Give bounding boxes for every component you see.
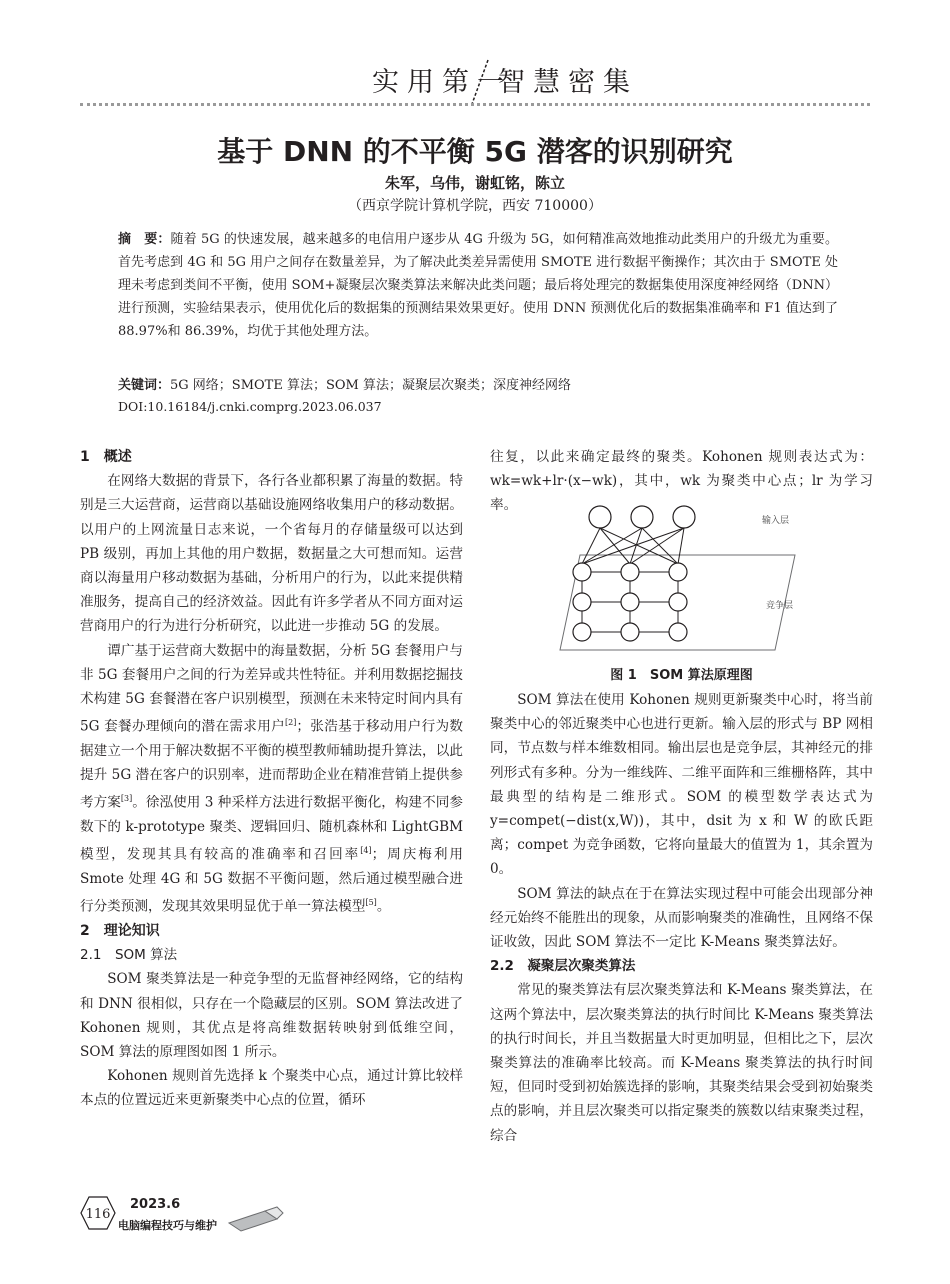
competition-node [669, 593, 687, 611]
section-2-1-heading: 2.1 SOM 算法 [80, 947, 178, 964]
doi: DOI:10.16184/j.cnki.comprg.2023.06.037 [118, 399, 382, 414]
left-para-1: 在网络大数据的背景下，各行各业都积累了海量的数据。特别是三大运营商，运营商以基础设施网络收集用户的移动数据。以用户的上网流量日志来说，一个省每月的存储量级可以达到 PB 级别，再加上其他的用户数据，数据量之大可想而知。运营商以海量用户移动数据为基础，分析用户的行为，以此来提供精准服务，提高自己的经济效益。因此有许多学者从不同方面对运营商用户的行为进行分析研究，以此进一步推动 5G 的发展。 [80, 473, 463, 635]
competition-node [621, 563, 639, 581]
section-2-heading: 2 理论知识 [80, 922, 160, 939]
paper-title: 基于 DNN 的不平衡 5G 潜客的识别研究 [217, 135, 733, 168]
competition-layer-label: 竞争层 [766, 601, 794, 611]
abstract-label: 摘 要： [118, 232, 171, 247]
input-layer-label: 输入层 [762, 516, 790, 526]
left-column [80, 445, 463, 1113]
abstract [118, 228, 838, 343]
keywords [118, 374, 838, 393]
banner-left-text: 实用第一 [372, 67, 512, 98]
left-para-2: 谭广基于运营商大数据中的海量数据，分析 5G 套餐用户与非 5G 套餐用户之间的行为差异或共性特征。并利用数据挖掘技术构建 5G 套餐潜在客户识别模型，预测在未来特定时间内具有 5G 套餐办理倾向的潜在需求用户[2]；张浩基于移动用户行为数据建立一个用于解决数据不平衡的模型教师辅助提升算法，以此提升 5G 潜在客户的识别率，进而帮助企业在精准营销上提供参考方案[3]。徐泓使用 3 种采样方法进行数据平衡化，构建不同参数下的 k-prototype 聚类、逻辑回归、随机森林和 LightGBM 模型，发现其具有较高的准确率和召回率[4]；周庆梅利用 Smote 处理 4G 和 5G 数据不平衡问题，然后通过模型融合进行分类预测，发现其效果明显优于单一算法模型[5]。 [80, 642, 464, 915]
paper-authors: 朱军，乌伟，谢虹铭，陈立 [384, 174, 565, 192]
som-diagram [550, 500, 850, 660]
section-2-2-heading: 2.2 凝聚层次聚类算法 [490, 958, 636, 975]
header-dotted-rule [80, 103, 870, 106]
left-para-4: Kohonen 规则首先选择 k 个聚类中心点，通过计算比较样本点的位置远近来更新聚类中心点的位置，循环 [80, 1068, 463, 1109]
competition-node [621, 593, 639, 611]
magazine-name: 电脑编程技巧与维护 [118, 1219, 217, 1232]
banner-slash-icon [466, 58, 496, 108]
right-column-bottom [490, 688, 873, 1148]
right-para-1: SOM 算法在使用 Kohonen 规则更新聚类中心时，将当前聚类中心的邻近聚类中心也进行更新。输入层的形式与 BP 网相同，节点数与样本维数相同。输出层也是竞争层，其神经元的排列形式有多种。分为一维线阵、二维平面阵和三维栅格阵，其中最典型的结构是二维形式。SOM 的模型数学表达式为 y=compet(−dist(x,W))，其中，dsit 为 x 和 W 的欧氏距离；compet 为竞争函数，它将向量最大的值置为 1，其余置为 0。 [490, 692, 873, 878]
competition-node [573, 593, 591, 611]
page-number-badge [80, 1195, 116, 1231]
keywords-text: 5G 网络；SMOTE 算法；SOM 算法；凝聚层次聚类；深度神经网络 [170, 378, 571, 393]
left-para-3: SOM 聚类算法是一种竞争型的无监督神经网络，它的结构和 DNN 很相似，只存在一个隐藏层的区别。SOM 算法改进了 Kohonen 规则，其优点是将高维数据转映射到低维空间，SOM 算法的原理图如图 1 所示。 [80, 971, 463, 1060]
right-para-2: SOM 算法的缺点在于在算法实现过程中可能会出现部分神经元始终不能胜出的现象，从而影响聚类的准确性，且网络不保证收敛，因此 SOM 算法不一定比 K-Means 聚类算法好。 [490, 885, 873, 951]
input-node [673, 506, 695, 528]
right-para-0: 往复，以此来确定最终的聚类。Kohonen 规则表达式为：wk=wk+lr·(x−wk)，其中，wk 为聚类中心点；lr 为学习率。 [490, 449, 873, 514]
abstract-text: 随着 5G 的快速发展，越来越多的电信用户逐步从 4G 升级为 5G，如何精准高效地推动此类用户的升级尤为重要。首先考虑到 4G 和 5G 用户之间存在数量差异，为了解决此类差异需使用 SMOTE 进行数据平衡操作；其次由于 SMOTE 处理未考虑到类间不平衡，使用 SOM+凝聚层次聚类算法来解决此类问题；最后将处理完的数据集使用深度神经网络（DNN）进行预测，实验结果表示，使用优化后的数据集的预测结果效果更好。使用 DNN 预测优化后的数据集准确率和 F1 值达到了 88.97%和 86.39%，均优于其他处理方法。 [118, 232, 838, 339]
competition-node [573, 623, 591, 641]
figure-1-caption: 图 1 SOM 算法原理图 [610, 668, 753, 683]
keywords-label: 关键词： [118, 378, 171, 393]
competition-node [669, 623, 687, 641]
usb-drive-icon [225, 1205, 285, 1235]
right-para-3: 常见的聚类算法有层次聚类算法和 K-Means 聚类算法，在这两个算法中，层次聚类算法的执行时间比 K-Means 聚类算法的执行时间长，并且当数据量大时更加明显，但相比之下，层次聚类算法的准确率比较高。而 K-Means 聚类算法的执行时间短，但同时受到初始簇选择的影响，其聚类结果会受到初始聚类点的影响，并且层次聚类可以指定聚类的簇数以结束聚类过程，综合 [490, 982, 873, 1144]
banner-right-text: 智慧密集 [498, 67, 638, 98]
competition-node [669, 563, 687, 581]
issue-date: 2023.6 [130, 1197, 181, 1212]
paper-affiliation: （西京学院计算机学院，西安 710000） [348, 198, 602, 214]
page-number: 116 [85, 1207, 111, 1222]
input-node [631, 506, 653, 528]
input-node [589, 506, 611, 528]
competition-node [621, 623, 639, 641]
competition-node [573, 563, 591, 581]
section-1-heading: 1 概述 [80, 449, 132, 465]
